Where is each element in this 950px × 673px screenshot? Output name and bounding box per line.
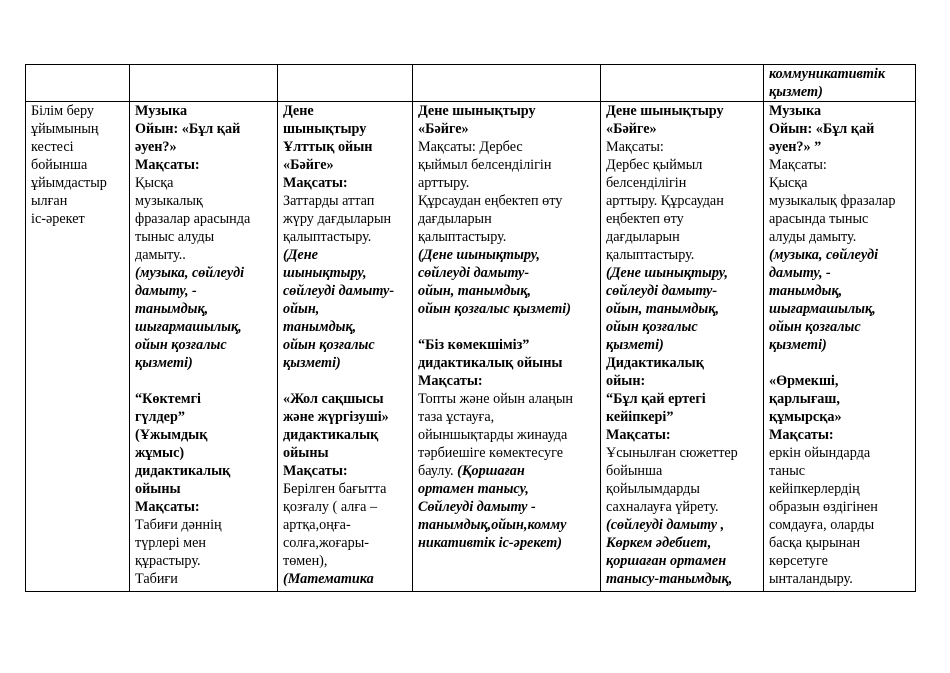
text-segment: Дене шынықтыру «Бәйге» (606, 103, 724, 137)
text-segment: (сөйлеуді дамыту , Көркем әдебиет, қоршаған ортамен танысу-танымдық, (606, 517, 733, 587)
text-segment: (Математика (283, 571, 374, 587)
text-segment: (Қоршаған ортамен танысу, Сөйлеуді дамыту - танымдық,ойын,комму никативтік іс-әрекет) (418, 463, 567, 551)
text-segment: “Көктемгі гүлдер” (Ұжымдық жұмыс) дидактикалық ойыны Мақсаты: (135, 391, 231, 515)
label-cell: Білім беру ұйымының кестесі бойынша ұйымдастыр ылған іс-әрекет (26, 102, 130, 592)
text-segment: Мақсаты: Дербес қыймыл белсенділігін арттыру. Құрсаудан еңбектеп өту дағдыларын қалыптастыру. (418, 139, 563, 245)
text-segment: Дене шынықтыру Ұлттық ойын «Бәйге» Мақсаты: (283, 103, 373, 191)
text-segment: Мақсаты: Дербес қыймыл белсенділігін арттыру. Құрсаудан еңбектеп өту дағдыларын қалыптастыру. (606, 139, 724, 263)
text-segment: (Дене шынықтыру, сөйлеуді дамыту- ойын, танымдық, ойын қозғалыс қызметі) (418, 247, 571, 317)
text-segment: (Дене шынықтыру, сөйлеуді дамыту- ойын, танымдық, ойын қозғалыс қызметі) (283, 247, 395, 371)
text-segment: Ұсынылған сюжеттер бойынша қойылымдарды сахналауға үйрету. (606, 445, 738, 515)
text-segment: Қысқа музыкалық фразалар арасында тыныс алуды дамыту.. (135, 175, 251, 263)
table-row-main (26, 102, 916, 592)
friday-cell (764, 102, 916, 592)
text-segment: Мақсаты: Қысқа музыкалық фразалар арасында тыныс алуды дамыту. (769, 157, 896, 245)
text-segment: (музыка, сөйлеуді дамыту, - танымдық, шығармашылық, ойын қозғалыс қызметі) (135, 265, 245, 371)
text-segment: Дидактикалық ойын: “Бұл қай ертегі кейіпкері” Мақсаты: (606, 355, 706, 443)
text-segment: Берілген бағытта қозғалу ( алға – артқа,оңға- солға,жоғары- төмен), (283, 481, 387, 569)
top-cell-5 (601, 65, 764, 102)
top-cell-4 (413, 65, 601, 102)
text-segment: Табиғи дәннің түрлері мен құрастыру. Табиғи (135, 517, 222, 587)
text-segment: Музыка Ойын: «Бұл қай әуен?» ” (769, 103, 875, 155)
top-cell-6: коммуникативтік қызмет) (764, 65, 916, 102)
thursday-cell (601, 102, 764, 592)
wednesday-cell (413, 102, 601, 592)
text-segment: Топты және ойын алаңын таза ұстауға, ойыншықтарды жинауда тәрбиешіге көмектесуге баулу. (418, 391, 573, 479)
text-segment: «Жол сақшысы және жүргізуші» дидактикалық ойыны Мақсаты: (283, 391, 389, 479)
text-segment: «Өрмекші, қарлығаш, құмырсқа» Мақсаты: (769, 373, 842, 443)
top-cell-2 (130, 65, 278, 102)
tuesday-cell (278, 102, 413, 592)
text-segment: Заттарды аттап жүру дағдыларын қалыптастыру. (283, 193, 392, 245)
text-segment: Дене шынықтыру «Бәйге» (418, 103, 536, 137)
text-segment: (музыка, сөйлеуді дамыту, - танымдық, шығармашылық, ойын қозғалыс қызметі) (769, 247, 879, 353)
text-segment: “Біз көмекшіміз” дидактикалық ойыны Мақсаты: (418, 337, 563, 389)
top-cell-3 (278, 65, 413, 102)
activity-table (25, 64, 916, 592)
monday-cell (130, 102, 278, 592)
text-segment: Музыка Ойын: «Бұл қай әуен?» Мақсаты: (135, 103, 241, 173)
table-row-top (26, 65, 916, 102)
top-cell-1 (26, 65, 130, 102)
text-segment: (Дене шынықтыру, сөйлеуді дамыту- ойын, танымдық, ойын қозғалыс қызметі) (606, 265, 728, 353)
text-segment: еркін ойындарда таныс кейіпкерлердің образын өздігінен сомдауға, оларды басқа қырынан көрсетуге ынталандыру. (769, 445, 878, 587)
